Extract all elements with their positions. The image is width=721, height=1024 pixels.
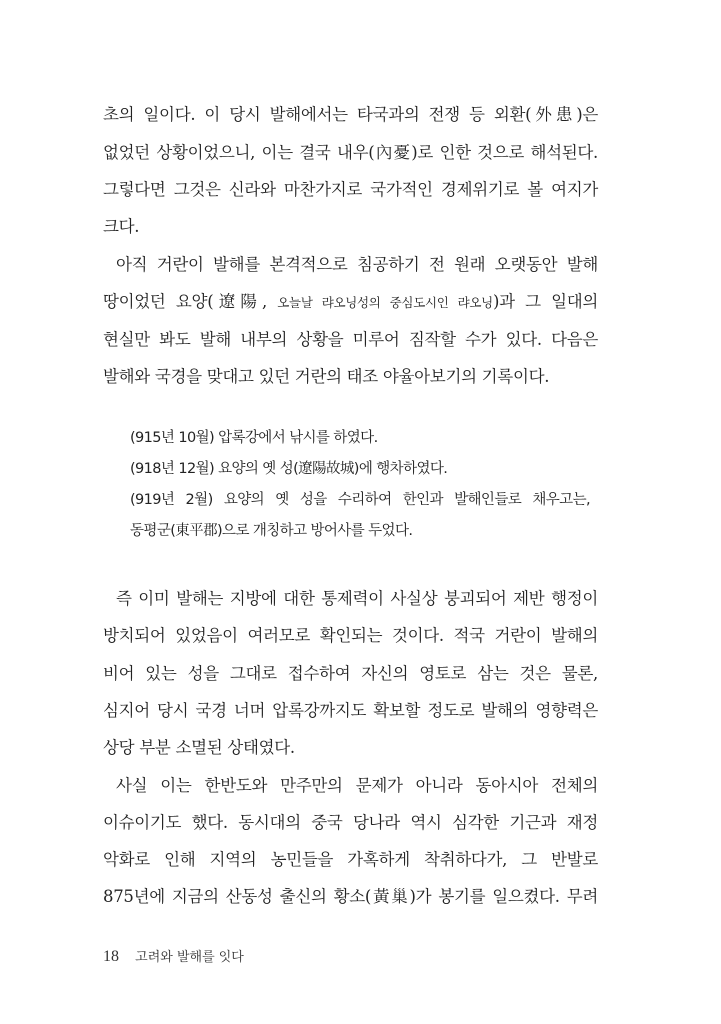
text-span: 땅이었던 요양(遼陽,	[103, 292, 278, 311]
text-line: 초의 일이다. 이 당시 발해에서는 타국과의 전쟁 등 외환(外患)은	[103, 105, 598, 124]
text-line: 발해와 국경을 맞대고 있던 거란의 태조 야율아보기의 기록이다.	[103, 367, 550, 386]
text-line: 없었던 상황이었으니, 이는 결국 내우(內憂)로 인한 것으로 해석된다.	[103, 143, 598, 162]
page-number: 18	[103, 948, 119, 965]
text-line: 그렇다면 그것은 신라와 마찬가지로 국가적인 경제위기로 볼 여지가	[103, 180, 598, 199]
quote-line: 동평군(東平郡)으로 개칭하고 방어사를 두었다.	[130, 523, 413, 539]
text-line: 심지어 당시 국경 너머 압록강까지도 확보할 정도로 발해의 영향력은	[103, 701, 598, 720]
text-line: 비어 있는 성을 그대로 접수하여 자신의 영토로 삼는 것은 물론,	[103, 664, 598, 683]
text-line: 방치되어 있었음이 여러모로 확인되는 것이다. 적국 거란이 발해의	[103, 626, 598, 645]
text-line	[103, 291, 598, 314]
annotation-text: 오늘날 랴오닝성의 중심도시인 랴오닝	[277, 295, 493, 310]
book-title: 고려와 발해를 잇다	[135, 950, 244, 965]
quote-line: (915년 10월) 압록강에서 낚시를 하였다.	[130, 430, 378, 446]
text-span: )과 그 일대의	[492, 292, 599, 311]
text-line: 상당 부분 소멸된 상태였다.	[103, 738, 295, 757]
text-line: 현실만 봐도 발해 내부의 상황을 미루어 짐작할 수가 있다. 다음은	[103, 330, 598, 349]
text-line: 즉 이미 발해는 지방에 대한 통제력이 사실상 붕괴되어 제반 행정이	[116, 589, 598, 608]
quote-line: (918년 12월) 요양의 옛 성(遼陽故城)에 행차하였다.	[130, 461, 448, 477]
text-line: 이슈이기도 했다. 동시대의 중국 당나라 역시 심각한 기근과 재정	[103, 813, 598, 832]
quote-line: (919년 2월) 요양의 옛 성을 수리하여 한인과 발해인들로 채우고는,	[130, 492, 590, 508]
text-line: 사실 이는 한반도와 만주만의 문제가 아니라 동아시아 전체의	[116, 776, 598, 795]
text-line: 875년에 지금의 산동성 출신의 황소(黃巢)가 봉기를 일으켰다. 무려	[103, 887, 598, 906]
text-line: 아직 거란이 발해를 본격적으로 침공하기 전 원래 오랫동안 발해	[116, 255, 598, 274]
page-footer	[103, 946, 244, 966]
text-line: 크다.	[103, 217, 140, 236]
text-line: 악화로 인해 지역의 농민들을 가혹하게 착취하다가, 그 반발로	[103, 850, 598, 869]
